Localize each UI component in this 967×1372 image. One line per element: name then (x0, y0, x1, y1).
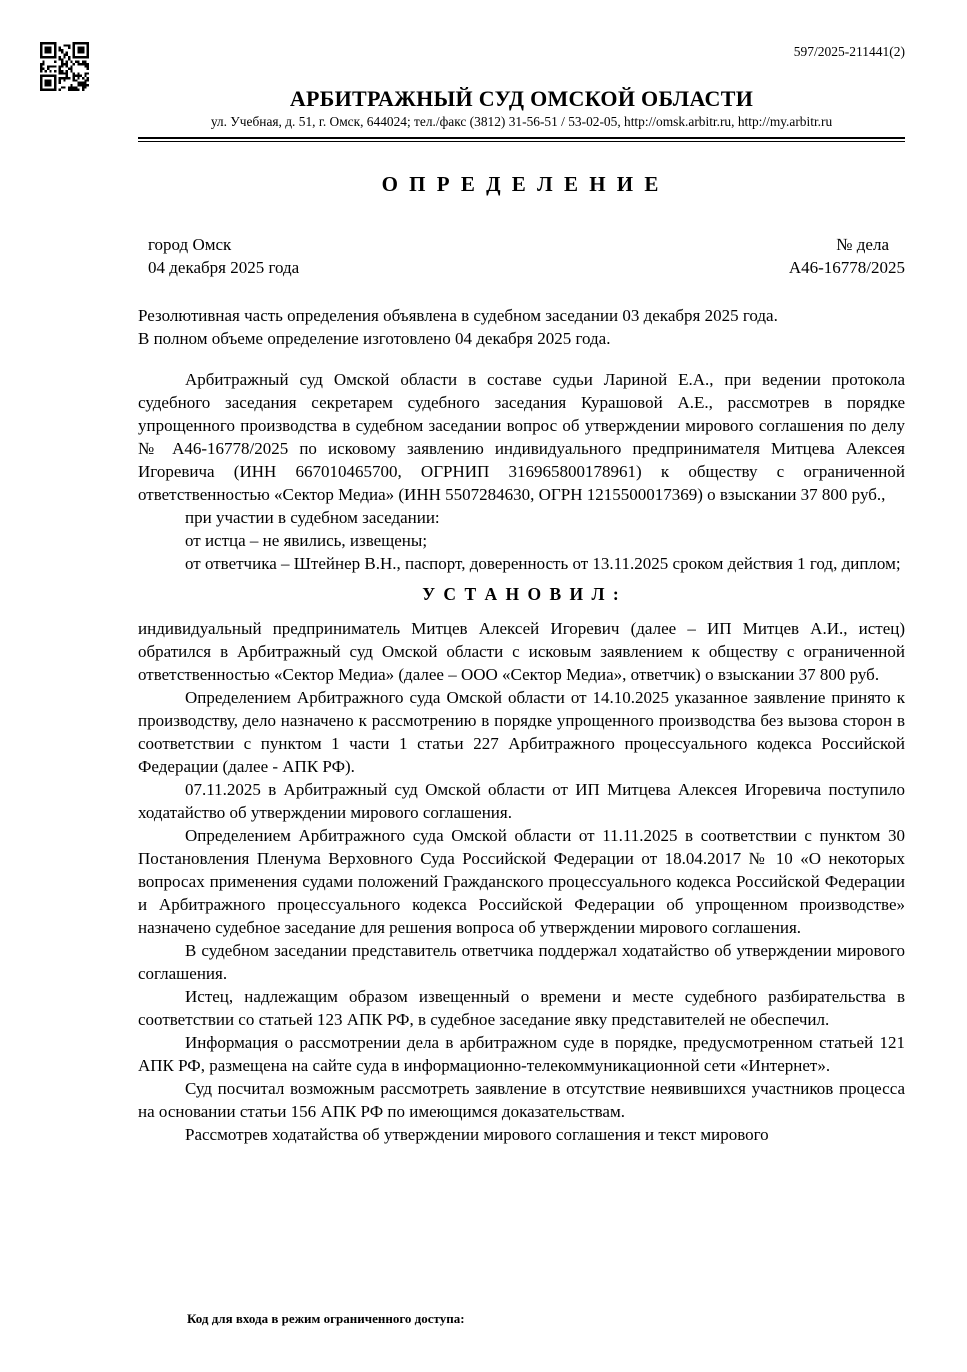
header-divider (138, 137, 905, 142)
case-number-block (789, 233, 905, 279)
case-city: город Омск (148, 235, 232, 254)
full-text-date-line: В полном объеме определение изготовлено 04 декабря 2025 года. (138, 329, 611, 348)
resolutive-part-line: Резолютивная часть определения объявлена в судебном заседании 03 декабря 2025 года. (138, 306, 778, 325)
body-paragraph: 07.11.2025 в Арбитражный суд Омской области от ИП Митцева Алексея Игоревича поступило ходатайство об утверждении мирового соглашения. (138, 780, 905, 822)
established-heading: У С Т А Н О В И Л : (422, 584, 621, 604)
body-paragraph: Рассмотрев ходатайства об утверждении мирового соглашения и текст мирового (185, 1125, 769, 1144)
plaintiff-appearance-line: от истца – не явились, извещены; (185, 531, 428, 550)
body-paragraph: В судебном заседании представитель ответчика поддержал ходатайство об утверждении мирового соглашения. (138, 941, 905, 983)
document-number: 597/2025-211441(2) (793, 44, 905, 59)
case-info-row (138, 233, 905, 279)
restricted-access-code-label: Код для входа в режим ограниченного доступа: (187, 1311, 465, 1326)
case-date: 04 декабря 2025 года (148, 258, 300, 277)
ruling-body (138, 617, 905, 1146)
document-content (0, 86, 967, 1146)
preamble-block (138, 368, 905, 575)
preamble-paragraph: Арбитражный суд Омской области в составе судьи Лариной Е.А., при ведении протокола судебного заседания секретарем судебного заседания Курашовой А.Е., рассмотрев в порядке упрощенного производства в судебном заседании вопрос об утверждении мирового соглашения по делу № А46-16778/2025 по исковому заявлению индивидуального предпринимателя Митцева Алексея Игоревича (ИНН 667010465700, ОГРНИП 316965800178961) к обществу с ограниченной ответственностью «Сектор Медиа» (ИНН 5507284630, ОГРН 1215500017369) о взыскании 37 800 руб., (138, 370, 905, 504)
body-paragraph: Определением Арбитражного суда Омской области от 11.11.2025 в соответствии с пунктом 30 Постановления Пленума Верховного Суда Российской Федерации от 18.04.2017 № 10 «О некоторых вопросах применения судами положений Гражданского процессуального кодекса Российской Федерации и Арбитражного процессуального кодекса Российской Федерации об упрощенном производстве» назначено судебное заседание для решения вопроса об утверждении мирового соглашения. (138, 826, 905, 937)
case-number: А46-16778/2025 (788, 258, 905, 277)
case-number-label: № дела (836, 235, 889, 254)
document-title: О П Р Е Д Е Л Е Н И Е (381, 172, 662, 196)
body-paragraph: Определением Арбитражного суда Омской области от 14.10.2025 указанное заявление принято к производству, дело назначено к рассмотрению в порядке упрощенного производства без вызова сторон в соответствии с пунктом 1 части 1 статьи 227 Арбитражного процессуального кодекса Российской Федерации (далее - АПК РФ). (138, 688, 905, 776)
body-paragraph: Истец, надлежащим образом извещенный о времени и месте судебного разбирательства в соответствии со статьей 123 АПК РФ, в судебное заседание явку представителей не обеспечил. (138, 987, 905, 1029)
body-paragraph: индивидуальный предприниматель Митцев Алексей Игоревич (далее – ИП Митцев А.И., истец) обратился в Арбитражный суд Омской области с исковым заявлением к обществу с ограниченной ответственностью «Сектор Медиа» (далее – ООО «Сектор Медиа», ответчик) о взыскании 37 800 руб. (138, 619, 905, 684)
body-paragraph: Информация о рассмотрении дела в арбитражном суде в порядке, предусмотренном статьей 121 АПК РФ, размещена на сайте суда в информационно-телекоммуникационной сети «Интернет». (138, 1033, 905, 1075)
qr-code-icon (40, 42, 89, 91)
body-paragraph: Суд посчитал возможным рассмотреть заявление в отсутствие неявившихся участников процесса на основании статьи 156 АПК РФ по имеющимся доказательствам. (138, 1079, 905, 1121)
intro-block (138, 304, 905, 350)
participation-line: при участии в судебном заседании: (185, 508, 440, 527)
court-name: АРБИТРАЖНЫЙ СУД ОМСКОЙ ОБЛАСТИ (289, 86, 754, 111)
defendant-appearance-line: от ответчика – Штейнер В.Н., паспорт, доверенность от 13.11.2025 сроком действия 1 год, диплом; (185, 554, 901, 573)
court-address: ул. Учебная, д. 51, г. Омск, 644024; тел./факс (3812) 31-56-51 / 53-02-05, http://omsk.arbitr.ru, http://my.arbitr.ru (210, 114, 833, 129)
case-place-date (138, 233, 299, 279)
